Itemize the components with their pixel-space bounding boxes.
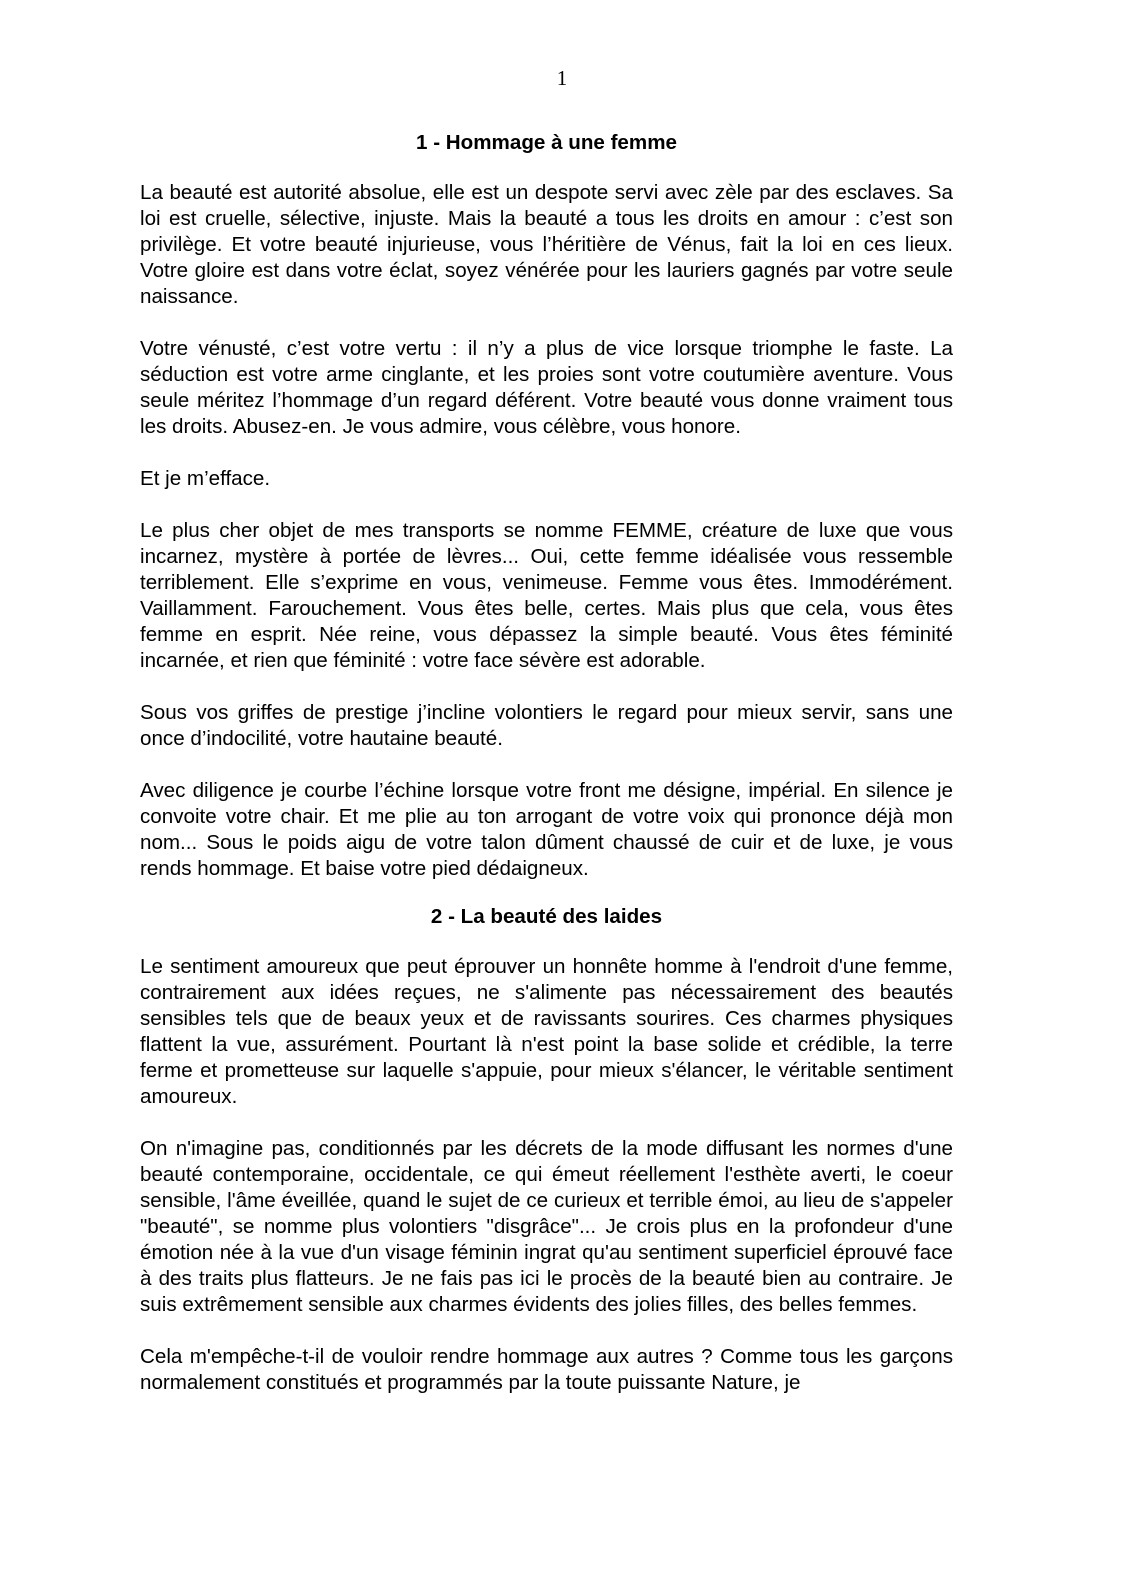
document-body: [140, 130, 953, 1396]
paragraph: Cela m'empêche-t-il de vouloir rendre hommage aux autres ? Comme tous les garçons normalement constitués et programmés par la toute puissante Nature, je: [140, 1345, 953, 1394]
paragraph: Et je m’efface.: [140, 467, 271, 490]
paragraph: On n'imagine pas, conditionnés par les décrets de la mode diffusant les normes d'une beauté contemporaine, occidentale, ce qui émeut réellement l'esthète averti, le coeur sensible, l'âme éveillée, quand le sujet de ce curieux et terrible émoi, au lieu de s'appeler "beauté", se nomme plus volontiers "disgrâce"... Je crois plus en la profondeur d'une émotion née à la vue d'un visage féminin ingrat qu'au sentiment superficiel éprouvé face à des traits plus flatteurs. Je ne fais pas ici le procès de la beauté bien au contraire. Je suis extrêmement sensible aux charmes évidents des jolies filles, des belles femmes.: [140, 1137, 953, 1316]
section-title: 1 - Hommage à une femme: [416, 131, 677, 154]
paragraph: Votre vénusté, c’est votre vertu : il n’y a plus de vice lorsque triomphe le faste. La séduction est votre arme cinglante, et les proies sont votre coutumière aventure. Vous seule méritez l’hommage d’un regard déférent. Votre beauté vous donne vraiment tous les droits. Abusez-en. Je vous admire, vous célèbre, vous honore.: [140, 337, 953, 438]
section-title: 2 - La beauté des laides: [430, 905, 663, 928]
paragraph: Le sentiment amoureux que peut éprouver un honnête homme à l'endroit d'une femme, contrairement aux idées reçues, ne s'alimente pas nécessairement des beautés sensibles tels que de beaux yeux et de ravissants sourires. Ces charmes physiques flattent la vue, assurément. Pourtant là n'est point la base solide et crédible, la terre ferme et prometteuse sur laquelle s'appuie, pour mieux s'élancer, le véritable sentiment amoureux.: [140, 955, 953, 1108]
section-hommage: [140, 130, 953, 882]
page-number: 1: [556, 66, 568, 90]
paragraph: La beauté est autorité absolue, elle est un despote servi avec zèle par des esclaves. Sa loi est cruelle, sélective, injuste. Mais la beauté a tous les droits en amour : c’est son privilège. Et votre beauté injurieuse, vous l’héritière de Vénus, fait la loi en ces lieux. Votre gloire est dans votre éclat, soyez vénérée pour les lauriers gagnés par votre seule naissance.: [140, 181, 953, 308]
paragraph: Sous vos griffes de prestige j’incline volontiers le regard pour mieux servir, sans une once d’indocilité, votre hautaine beauté.: [140, 701, 953, 750]
paragraph: Le plus cher objet de mes transports se nomme FEMME, créature de luxe que vous incarnez, mystère à portée de lèvres... Oui, cette femme idéalisée vous ressemble terriblement. Elle s’exprime en vous, venimeuse. Femme vous êtes. Immodérément. Vaillamment. Farouchement. Vous êtes belle, certes. Mais plus que cela, vous êtes femme en esprit. Née reine, vous dépassez la simple beauté. Vous êtes féminité incarnée, et rien que féminité : votre face sévère est adorable.: [140, 519, 953, 672]
section-beaute-des-laides: [140, 904, 953, 1396]
paragraph: Avec diligence je courbe l’échine lorsque votre front me désigne, impérial. En silence je convoite votre chair. Et me plie au ton arrogant de votre voix qui prononce déjà mon nom... Sous le poids aigu de votre talon dûment chaussé de cuir et de luxe, je vous rends hommage. Et baise votre pied dédaigneux.: [140, 779, 953, 880]
